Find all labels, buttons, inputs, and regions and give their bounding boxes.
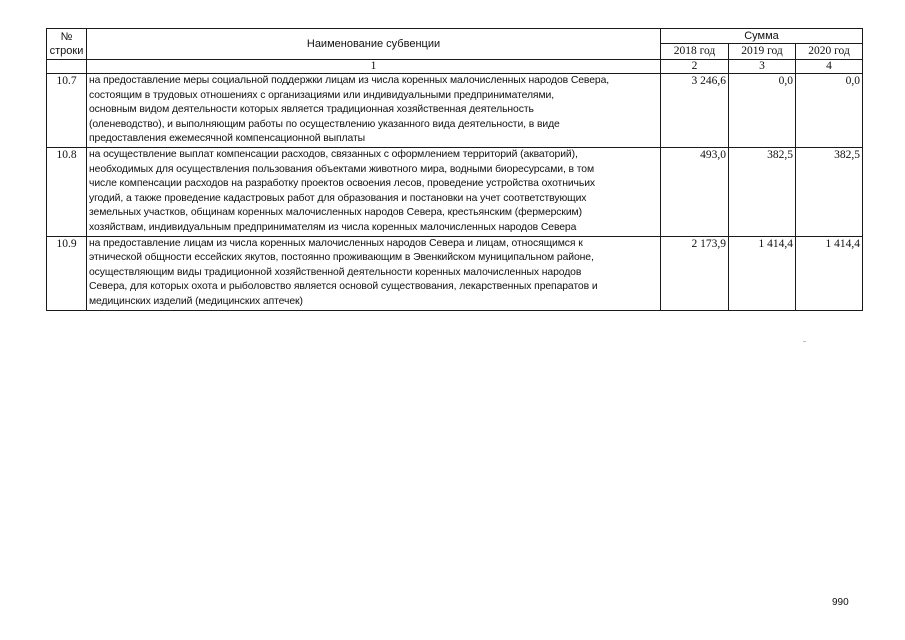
row-number: 10.9 (47, 236, 87, 310)
header-row-number (47, 29, 87, 60)
description-line: на осуществление выплат компенсации расходов, связанных с оформлением территорий (акваторий), (89, 148, 578, 160)
description-line: состоящим в трудовых отношениях с организациями или индивидуальными предпринимателями, (89, 89, 554, 101)
header-col-number-4: 4 (796, 60, 863, 74)
row-description (87, 147, 661, 236)
description-line: на предоставление лицам из числа коренных малочисленных народов Севера и лицам, относящимся к (89, 237, 583, 249)
header-sum: Сумма (661, 29, 863, 44)
header-year-2018: 2018 год (661, 44, 729, 60)
value-2019: 382,5 (729, 147, 796, 236)
header-year-2019: 2019 год (729, 44, 796, 60)
table-row (47, 236, 863, 310)
description-line: угодий, а также проведение кадастровых работ для образования и постановки на учет соответствующих (89, 192, 587, 204)
header-col-number-blank (47, 60, 87, 74)
value-2018: 2 173,9 (661, 236, 729, 310)
subvention-table (46, 28, 863, 311)
value-2019: 0,0 (729, 74, 796, 148)
description-line: числе компенсации расходов на разработку проектов освоения лесов, проведение устройства охотничьих (89, 178, 595, 190)
value-2020: 382,5 (796, 147, 863, 236)
description-line: земельных участков, общинам коренных малочисленных народов Севера, крестьянским (фермерским) (89, 207, 582, 219)
header-year-2020: 2020 год (796, 44, 863, 60)
page-number: 990 (832, 597, 849, 608)
header-row-number-line2: строки (49, 45, 84, 57)
table-row (47, 74, 863, 148)
value-2020: 0,0 (796, 74, 863, 148)
header-row-number-line1: № (60, 31, 73, 43)
value-2019: 1 414,4 (729, 236, 796, 310)
header-col-number-1: 1 (87, 60, 661, 74)
row-number: 10.7 (47, 74, 87, 148)
value-2018: 493,0 (661, 147, 729, 236)
row-number: 10.8 (47, 147, 87, 236)
description-line: необходимых для осуществления пользования объектами животного мира, водными биоресурсами, в том (89, 163, 594, 175)
description-line: этнической общности ессейских якутов, постоянно проживающим в Эвенкийском муниципальном районе, (89, 252, 594, 264)
value-2018: 3 246,6 (661, 74, 729, 148)
description-line: предоставления ежемесячной компенсационной выплаты (89, 133, 365, 145)
header-subvention-name: Наименование субвенции (87, 29, 661, 60)
description-line: (оленеводство), и выполняющим работы по осуществлению указанного вида деятельности, в виде (89, 118, 560, 130)
description-line: хозяйствам, индивидуальным предпринимателям из числа коренных малочисленных народов Севера (89, 221, 577, 233)
description-line: медицинских изделий (медицинских аптечек) (89, 295, 303, 307)
table-row (47, 147, 863, 236)
scan-artifact (803, 341, 806, 342)
description-line: основным видом деятельности которых является традиционная хозяйственная деятельность (89, 104, 534, 116)
description-line: осуществляющим виды традиционной хозяйственной деятельности коренных малочисленных народов (89, 266, 582, 278)
description-line: на предоставление меры социальной поддержки лицам из числа коренных малочисленных народов Севера, (89, 75, 610, 86)
row-description (87, 74, 661, 148)
row-description (87, 236, 661, 310)
header-col-number-3: 3 (729, 60, 796, 74)
header-col-number-2: 2 (661, 60, 729, 74)
value-2020: 1 414,4 (796, 236, 863, 310)
description-line: Севера, для которых охота и рыболовство является основой существования, лекарственных препаратов и (89, 281, 598, 293)
